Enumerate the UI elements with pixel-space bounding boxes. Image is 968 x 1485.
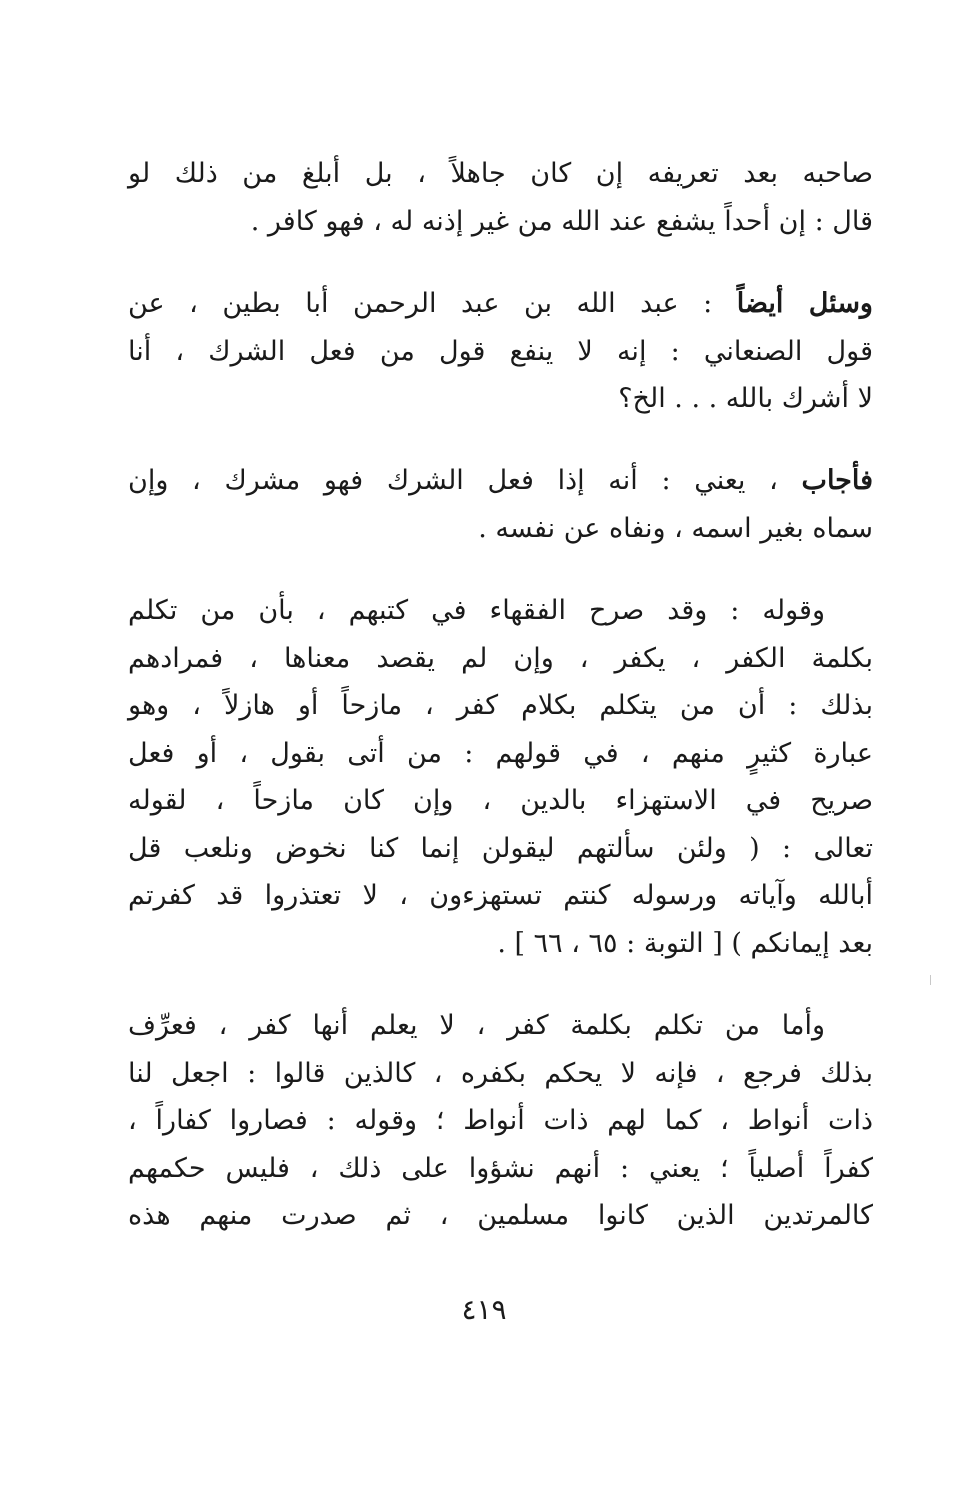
line-text: : عبد الله بن عبد الرحمن أبا بطين ، عن [128,288,737,319]
text-line: بكلمة الكفر ، يكفر ، وإن لم يقصد معناها ، فمرادهم [128,642,873,674]
text-line: تعالى : ( ولئن سألتهم ليقولن إنما كنا نخوض ونلعب قل [128,832,873,864]
text-line [128,457,873,505]
text-line: سماه بغير اسمه ، ونفاه عن نفسه . [478,512,873,544]
text-line: قول الصنعاني : إنه لا ينفع قول من فعل الشرك ، أنا [128,335,873,367]
page-number: ٤١٩ [461,1293,507,1326]
scan-mark [930,975,931,985]
text-line: وقوله : وقد صرح الفقهاء في كتبهم ، بأن من تكلم [128,595,825,626]
text-line [128,280,873,328]
paragraph-2 [128,280,873,423]
text-line: كالمرتدين الذين كانوا مسلمين ، ثم صدرت منهم هذه [128,1200,873,1231]
text-line: أبالله وآياته ورسوله كنتم تستهزءون ، لا تعتذروا قد كفرتم [128,880,873,911]
text-line: صاحبه بعد تعريفه إن كان جاهلاً ، بل أبلغ من ذلك لو [128,158,873,189]
text-line: كفراً أصلياً ؛ يعني : أنهم نشؤوا على ذلك ، فليس حكمهم [128,1152,873,1184]
paragraph-4 [128,587,873,967]
text-line: وأما من تكلم بكلمة كفر ، لا يعلم أنها كفر ، فعرِّف [128,1010,825,1041]
text-line: بعد إيمانكم ) [ التوبة : ٦٥ ، ٦٦ ] . [497,927,873,959]
paragraph-5 [128,1002,873,1240]
lead-phrase: وسئل أيضاً [736,288,873,319]
text-line: بذلك فرجع ، فإنه لا يحكم بكفره ، كالذين قالوا : اجعل لنا [128,1057,873,1089]
text-line: عبارة كثيرٍ منهم ، في قولهم : من أتى بقول ، أو فعل [128,737,873,769]
paragraph-3 [128,457,873,552]
line-text: ، يعني : أنه إذا فعل الشرك فهو مشرك ، وإن [128,465,802,496]
lead-phrase: فأجاب [801,465,873,496]
text-line: قال : إن أحداً يشفع عند الله من غير إذنه له ، فهو كافر . [250,205,873,237]
text-line: صريح في الاستهزاء بالدين ، وإن كان مازحاً ، لقوله [128,785,873,816]
text-line: لا أشرك بالله . . . الخ؟ [618,383,873,414]
text-line: بذلك : أن من يتكلم بكلام كفر ، مازحاً أو هازلاً ، وهو [128,690,873,721]
text-line: ذات أنواط ، كما لهم ذات أنواط ؛ وقوله : فصاروا كفاراً ، [128,1105,873,1136]
paragraph-1 [128,150,873,245]
